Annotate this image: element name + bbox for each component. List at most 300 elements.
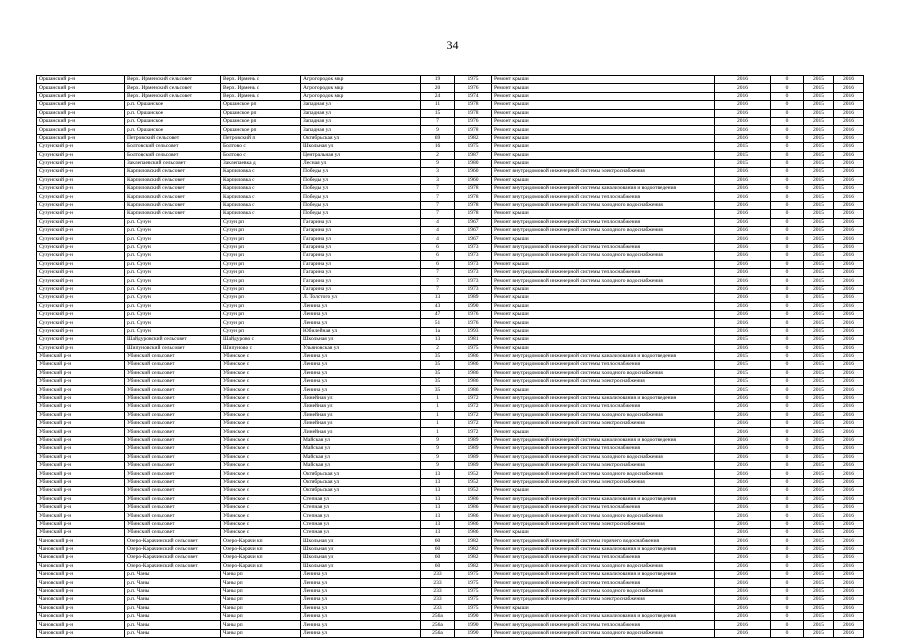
district-cell: Оршанский р-н (37, 84, 125, 92)
period-end-cell: 2016 (834, 453, 864, 461)
plan-year-cell: 2016 (715, 520, 771, 528)
work-type-cell: Ремонт внутридомовой инженерной системы теплоснабжения (492, 445, 715, 453)
municipality-cell: р.п. Чаны (125, 621, 221, 629)
plan-year-cell: 2015 (715, 361, 771, 369)
period-end-cell: 2016 (834, 470, 864, 478)
period-start-cell: 2015 (804, 260, 834, 268)
build-year-cell: 1972 (455, 420, 492, 428)
plan-year-cell: 2016 (715, 554, 771, 562)
locality-cell: Верх. Ирмень с (221, 92, 301, 100)
period-start-cell: 2015 (804, 352, 834, 360)
build-year-cell: 1975 (455, 596, 492, 604)
street-cell: Гагарина ул (301, 252, 421, 260)
table-row (37, 185, 864, 193)
street-cell: Ленина ул (301, 604, 421, 612)
district-cell: Чановский р-н (37, 562, 125, 570)
period-start-cell: 2015 (804, 193, 834, 201)
period-end-cell: 2016 (834, 562, 864, 570)
municipality-cell: Верх. Ирменский сельсовет (125, 92, 221, 100)
municipality-cell: Верх. Ирменский сельсовет (125, 76, 221, 84)
plan-year-cell: 2016 (715, 613, 771, 621)
period-end-cell: 2016 (834, 445, 864, 453)
locality-cell: Верх. Ирмень с (221, 76, 301, 84)
table-row (37, 453, 864, 461)
period-end-cell: 2016 (834, 487, 864, 495)
street-cell: Ленина ул (301, 386, 421, 394)
municipality-cell: р.п. Чаны (125, 613, 221, 621)
amount-cell: 0 (771, 386, 804, 394)
locality-cell: Заклепаевка д (221, 159, 301, 167)
house-number-cell: 1 (421, 403, 455, 411)
amount-cell: 0 (771, 84, 804, 92)
street-cell: Степная ул (301, 503, 421, 511)
municipality-cell: р.п. Сузун (125, 319, 221, 327)
amount-cell: 0 (771, 487, 804, 495)
table-row (37, 403, 864, 411)
house-number-cell: 51 (421, 319, 455, 327)
locality-cell: Убинское с (221, 512, 301, 520)
house-number-cell: 1а (421, 327, 455, 335)
build-year-cell: 1986 (455, 520, 492, 528)
table-row (37, 478, 864, 486)
build-year-cell: 1986 (455, 503, 492, 511)
table-row (37, 294, 864, 302)
plan-year-cell: 2016 (715, 201, 771, 209)
work-type-cell: Ремонт внутридомовой инженерной системы канализования и водоотведения (492, 571, 715, 579)
street-cell: Ленина ул (301, 579, 421, 587)
period-start-cell: 2015 (804, 168, 834, 176)
municipality-cell: Болтовский сельсовет (125, 151, 221, 159)
house-number-cell: 47 (421, 310, 455, 318)
table-row (37, 596, 864, 604)
plan-year-cell: 2016 (715, 134, 771, 142)
plan-year-cell: 2016 (715, 503, 771, 511)
district-cell: Сузунский р-н (37, 201, 125, 209)
locality-cell: Убинское с (221, 411, 301, 419)
amount-cell: 0 (771, 92, 804, 100)
street-cell: Победы ул (301, 168, 421, 176)
street-cell: Ленина ул (301, 361, 421, 369)
work-type-cell: Ремонт внутридомовой инженерной системы холодного водоснабжения (492, 453, 715, 461)
street-cell: Майская ул (301, 461, 421, 469)
locality-cell: Убинское с (221, 520, 301, 528)
house-number-cell: 256а (421, 629, 455, 637)
district-cell: Сузунский р-н (37, 227, 125, 235)
table-row (37, 352, 864, 360)
work-type-cell: Ремонт внутридомовой инженерной системы теплоснабжения (492, 579, 715, 587)
period-start-cell: 2015 (804, 294, 834, 302)
period-start-cell: 2015 (804, 327, 834, 335)
table-row (37, 520, 864, 528)
build-year-cell: 1973 (455, 260, 492, 268)
municipality-cell: р.п. Оршанское (125, 126, 221, 134)
house-number-cell: 15 (421, 109, 455, 117)
table-row (37, 420, 864, 428)
build-year-cell: 1976 (455, 319, 492, 327)
work-type-cell: Ремонт крыши (492, 310, 715, 318)
period-start-cell: 2015 (804, 453, 834, 461)
build-year-cell: 1986 (455, 512, 492, 520)
period-start-cell: 2015 (804, 218, 834, 226)
period-end-cell: 2016 (834, 218, 864, 226)
work-type-cell: Ремонт внутридомовой инженерной системы холодного водоснабжения (492, 227, 715, 235)
municipality-cell: Болтовский сельсовет (125, 143, 221, 151)
street-cell: Октябрьская ул (301, 134, 421, 142)
municipality-cell: р.п. Оршанское (125, 109, 221, 117)
house-number-cell: 43 (421, 302, 455, 310)
house-number-cell: 20 (421, 84, 455, 92)
amount-cell: 0 (771, 268, 804, 276)
locality-cell: Убинское с (221, 369, 301, 377)
table-row (37, 487, 864, 495)
house-number-cell: 1 (421, 428, 455, 436)
period-end-cell: 2016 (834, 378, 864, 386)
amount-cell: 0 (771, 302, 804, 310)
work-type-cell: Ремонт внутридомовой инженерной системы холодного водоснабжения (492, 562, 715, 570)
build-year-cell: 1989 (455, 294, 492, 302)
street-cell: Октябрьская ул (301, 470, 421, 478)
build-year-cell: 1978 (455, 201, 492, 209)
locality-cell: Оршанское рп (221, 109, 301, 117)
municipality-cell: р.п. Сузун (125, 218, 221, 226)
district-cell: Чановский р-н (37, 571, 125, 579)
locality-cell: Чаны рп (221, 587, 301, 595)
table-row (37, 378, 864, 386)
plan-year-cell: 2016 (715, 487, 771, 495)
municipality-cell: Убинский сельсовет (125, 453, 221, 461)
build-year-cell: 1952 (455, 487, 492, 495)
period-start-cell: 2015 (804, 554, 834, 562)
locality-cell: Сузун рп (221, 277, 301, 285)
period-start-cell: 2015 (804, 621, 834, 629)
plan-year-cell: 2015 (715, 369, 771, 377)
house-number-cell: 7 (421, 201, 455, 209)
street-cell: Ленина ул (301, 319, 421, 327)
period-start-cell: 2015 (804, 562, 834, 570)
district-cell: Сузунский р-н (37, 252, 125, 260)
table-row (37, 92, 864, 100)
period-start-cell: 2015 (804, 109, 834, 117)
table-row (37, 101, 864, 109)
table-row (37, 445, 864, 453)
street-cell: Победы ул (301, 201, 421, 209)
municipality-cell: р.п. Чаны (125, 604, 221, 612)
amount-cell: 0 (771, 185, 804, 193)
house-number-cell: 1 (421, 411, 455, 419)
plan-year-cell: 2016 (715, 176, 771, 184)
plan-year-cell: 2016 (715, 185, 771, 193)
table-row (37, 411, 864, 419)
table-row (37, 76, 864, 84)
work-type-cell: Ремонт крыши (492, 101, 715, 109)
build-year-cell: 1993 (455, 327, 492, 335)
build-year-cell: 1976 (455, 84, 492, 92)
period-start-cell: 2015 (804, 520, 834, 528)
street-cell: Линейная ул (301, 428, 421, 436)
locality-cell: Убинское с (221, 436, 301, 444)
street-cell: Школьная ул (301, 554, 421, 562)
street-cell: Ленина ул (301, 302, 421, 310)
period-start-cell: 2015 (804, 394, 834, 402)
municipality-cell: р.п. Сузун (125, 235, 221, 243)
amount-cell: 0 (771, 621, 804, 629)
table-row (37, 218, 864, 226)
district-cell: Убинский р-н (37, 512, 125, 520)
locality-cell: Убинское с (221, 394, 301, 402)
street-cell: Октябрьская ул (301, 487, 421, 495)
house-number-cell: 4 (421, 235, 455, 243)
build-year-cell: 1975 (455, 344, 492, 352)
locality-cell: Убинское с (221, 487, 301, 495)
table-row (37, 613, 864, 621)
work-type-cell: Ремонт внутридомовой инженерной системы канализования и водоотведения (492, 394, 715, 402)
table-row (37, 461, 864, 469)
house-number-cell: 3 (421, 168, 455, 176)
locality-cell: Петровский п (221, 134, 301, 142)
district-cell: Убинский р-н (37, 478, 125, 486)
locality-cell: Оршанское рп (221, 101, 301, 109)
municipality-cell: Убинский сельсовет (125, 495, 221, 503)
work-type-cell: Ремонт внутридомовой инженерной системы теплоснабжения (492, 503, 715, 511)
amount-cell: 0 (771, 344, 804, 352)
amount-cell: 0 (771, 260, 804, 268)
district-cell: Убинский р-н (37, 503, 125, 511)
plan-year-cell: 2016 (715, 252, 771, 260)
period-end-cell: 2016 (834, 92, 864, 100)
house-number-cell: 13 (421, 512, 455, 520)
table-row (37, 109, 864, 117)
period-end-cell: 2016 (834, 369, 864, 377)
amount-cell: 0 (771, 143, 804, 151)
work-type-cell: Ремонт крыши (492, 109, 715, 117)
period-start-cell: 2015 (804, 386, 834, 394)
house-number-cell: 60 (421, 545, 455, 553)
plan-year-cell: 2016 (715, 285, 771, 293)
period-end-cell: 2016 (834, 176, 864, 184)
district-cell: Убинский р-н (37, 495, 125, 503)
build-year-cell: 1952 (455, 470, 492, 478)
period-start-cell: 2015 (804, 596, 834, 604)
plan-year-cell: 2016 (715, 428, 771, 436)
district-cell: Убинский р-н (37, 436, 125, 444)
period-end-cell: 2016 (834, 294, 864, 302)
locality-cell: Озеро-Карачи кп (221, 537, 301, 545)
period-start-cell: 2015 (804, 101, 834, 109)
period-end-cell: 2016 (834, 512, 864, 520)
table-row (37, 268, 864, 276)
build-year-cell: 1960 (455, 168, 492, 176)
build-year-cell: 1986 (455, 361, 492, 369)
amount-cell: 0 (771, 336, 804, 344)
work-type-cell: Ремонт внутридомовой инженерной системы теплоснабжения (492, 193, 715, 201)
work-type-cell: Ремонт внутридомовой инженерной системы канализования и водоотведения (492, 495, 715, 503)
period-end-cell: 2016 (834, 185, 864, 193)
period-start-cell: 2015 (804, 159, 834, 167)
locality-cell: Шипуново с (221, 344, 301, 352)
plan-year-cell: 2015 (715, 386, 771, 394)
street-cell: Ленина ул (301, 587, 421, 595)
period-start-cell: 2015 (804, 571, 834, 579)
house-number-cell: 13 (421, 529, 455, 537)
municipality-cell: Шипуновский сельсовет (125, 344, 221, 352)
street-cell: Агрогородок мкр (301, 92, 421, 100)
street-cell: Западная ул (301, 126, 421, 134)
plan-year-cell: 2016 (715, 629, 771, 637)
amount-cell: 0 (771, 101, 804, 109)
district-cell: Сузунский р-н (37, 294, 125, 302)
district-cell: Сузунский р-н (37, 268, 125, 276)
street-cell: Майская ул (301, 436, 421, 444)
street-cell: Победы ул (301, 185, 421, 193)
amount-cell: 0 (771, 478, 804, 486)
municipality-cell: Убинский сельсовет (125, 369, 221, 377)
plan-year-cell: 2016 (715, 604, 771, 612)
period-start-cell: 2015 (804, 336, 834, 344)
municipality-cell: Убинский сельсовет (125, 445, 221, 453)
district-cell: Убинский р-н (37, 369, 125, 377)
district-cell: Чановский р-н (37, 579, 125, 587)
table-row (37, 562, 864, 570)
work-type-cell: Ремонт внутридомовой инженерной системы холодного водоснабжения (492, 629, 715, 637)
municipality-cell: Убинский сельсовет (125, 503, 221, 511)
build-year-cell: 1967 (455, 218, 492, 226)
build-year-cell: 1986 (455, 352, 492, 360)
house-number-cell: 13 (421, 487, 455, 495)
amount-cell: 0 (771, 470, 804, 478)
amount-cell: 0 (771, 285, 804, 293)
table-row (37, 143, 864, 151)
street-cell: Агрогородок мкр (301, 76, 421, 84)
work-type-cell: Ремонт крыши (492, 386, 715, 394)
locality-cell: Карпиловка с (221, 176, 301, 184)
house-number-cell: 4 (421, 227, 455, 235)
municipality-cell: р.п. Сузун (125, 260, 221, 268)
period-end-cell: 2016 (834, 403, 864, 411)
district-cell: Сузунский р-н (37, 327, 125, 335)
table-row (37, 84, 864, 92)
amount-cell: 0 (771, 361, 804, 369)
work-type-cell: Ремонт крыши (492, 159, 715, 167)
amount-cell: 0 (771, 428, 804, 436)
period-end-cell: 2016 (834, 428, 864, 436)
table-row (37, 176, 864, 184)
plan-year-cell: 2016 (715, 545, 771, 553)
street-cell: Степная ул (301, 529, 421, 537)
build-year-cell: 1973 (455, 285, 492, 293)
plan-year-cell: 2016 (715, 403, 771, 411)
house-number-cell: 35 (421, 386, 455, 394)
municipality-cell: Убинский сельсовет (125, 411, 221, 419)
plan-year-cell: 2016 (715, 394, 771, 402)
amount-cell: 0 (771, 319, 804, 327)
plan-year-cell: 2016 (715, 76, 771, 84)
house-number-cell: 35 (421, 378, 455, 386)
table-row (37, 386, 864, 394)
period-start-cell: 2015 (804, 503, 834, 511)
amount-cell: 0 (771, 461, 804, 469)
district-cell: Сузунский р-н (37, 243, 125, 251)
house-number-cell: 9 (421, 436, 455, 444)
locality-cell: Сузун рп (221, 227, 301, 235)
table-row (37, 235, 864, 243)
street-cell: Ленина ул (301, 596, 421, 604)
municipality-cell: Шайдуровский сельсовет (125, 336, 221, 344)
work-type-cell: Ремонт крыши (492, 604, 715, 612)
plan-year-cell: 2016 (715, 243, 771, 251)
street-cell: Ленина ул (301, 369, 421, 377)
district-cell: Убинский р-н (37, 470, 125, 478)
house-number-cell: 1 (421, 420, 455, 428)
amount-cell: 0 (771, 629, 804, 637)
district-cell: Сузунский р-н (37, 193, 125, 201)
district-cell: Чановский р-н (37, 545, 125, 553)
amount-cell: 0 (771, 554, 804, 562)
house-number-cell: 6 (421, 260, 455, 268)
district-cell: Сузунский р-н (37, 277, 125, 285)
district-cell: Оршанский р-н (37, 126, 125, 134)
work-type-cell: Ремонт внутридомовой инженерной системы канализования и водоотведения (492, 613, 715, 621)
work-type-cell: Ремонт внутридомовой инженерной системы холодного водоснабжения (492, 587, 715, 595)
street-cell: Ленина ул (301, 310, 421, 318)
period-start-cell: 2015 (804, 470, 834, 478)
period-start-cell: 2015 (804, 268, 834, 276)
plan-year-cell: 2015 (715, 143, 771, 151)
work-type-cell: Ремонт крыши (492, 344, 715, 352)
work-type-cell: Ремонт внутридомовой инженерной системы холодного водоснабжения (492, 277, 715, 285)
municipality-cell: Карпиловский сельсовет (125, 193, 221, 201)
plan-year-cell: 2016 (715, 310, 771, 318)
district-cell: Убинский р-н (37, 361, 125, 369)
period-start-cell: 2015 (804, 403, 834, 411)
period-start-cell: 2015 (804, 117, 834, 125)
house-number-cell: 1 (421, 394, 455, 402)
house-number-cell: 13 (421, 503, 455, 511)
house-number-cell: 13 (421, 478, 455, 486)
locality-cell: Сузун рп (221, 327, 301, 335)
period-start-cell: 2015 (804, 277, 834, 285)
period-start-cell: 2015 (804, 76, 834, 84)
work-type-cell: Ремонт внутридомовой инженерной системы электроснабжения (492, 596, 715, 604)
locality-cell: Убинское с (221, 461, 301, 469)
build-year-cell: 1989 (455, 453, 492, 461)
period-start-cell: 2015 (804, 92, 834, 100)
work-type-cell: Ремонт внутридомовой инженерной системы горячего водоснабжения (492, 537, 715, 545)
period-end-cell: 2016 (834, 310, 864, 318)
build-year-cell: 1975 (455, 143, 492, 151)
period-end-cell: 2016 (834, 604, 864, 612)
period-start-cell: 2015 (804, 629, 834, 637)
table-row (37, 369, 864, 377)
house-number-cell: 7 (421, 268, 455, 276)
plan-year-cell: 2016 (715, 344, 771, 352)
period-end-cell: 2016 (834, 495, 864, 503)
locality-cell: Озеро-Карачи кп (221, 554, 301, 562)
locality-cell: Озеро-Карачи кп (221, 562, 301, 570)
amount-cell: 0 (771, 495, 804, 503)
plan-year-cell: 2016 (715, 84, 771, 92)
street-cell: Школьная ул (301, 336, 421, 344)
district-cell: Убинский р-н (37, 411, 125, 419)
house-number-cell: 16 (421, 143, 455, 151)
build-year-cell: 1976 (455, 310, 492, 318)
work-type-cell: Ремонт крыши (492, 529, 715, 537)
district-cell: Сузунский р-н (37, 176, 125, 184)
table-row (37, 545, 864, 553)
period-start-cell: 2015 (804, 495, 834, 503)
amount-cell: 0 (771, 596, 804, 604)
build-year-cell: 1978 (455, 109, 492, 117)
street-cell: Линейная ул (301, 411, 421, 419)
